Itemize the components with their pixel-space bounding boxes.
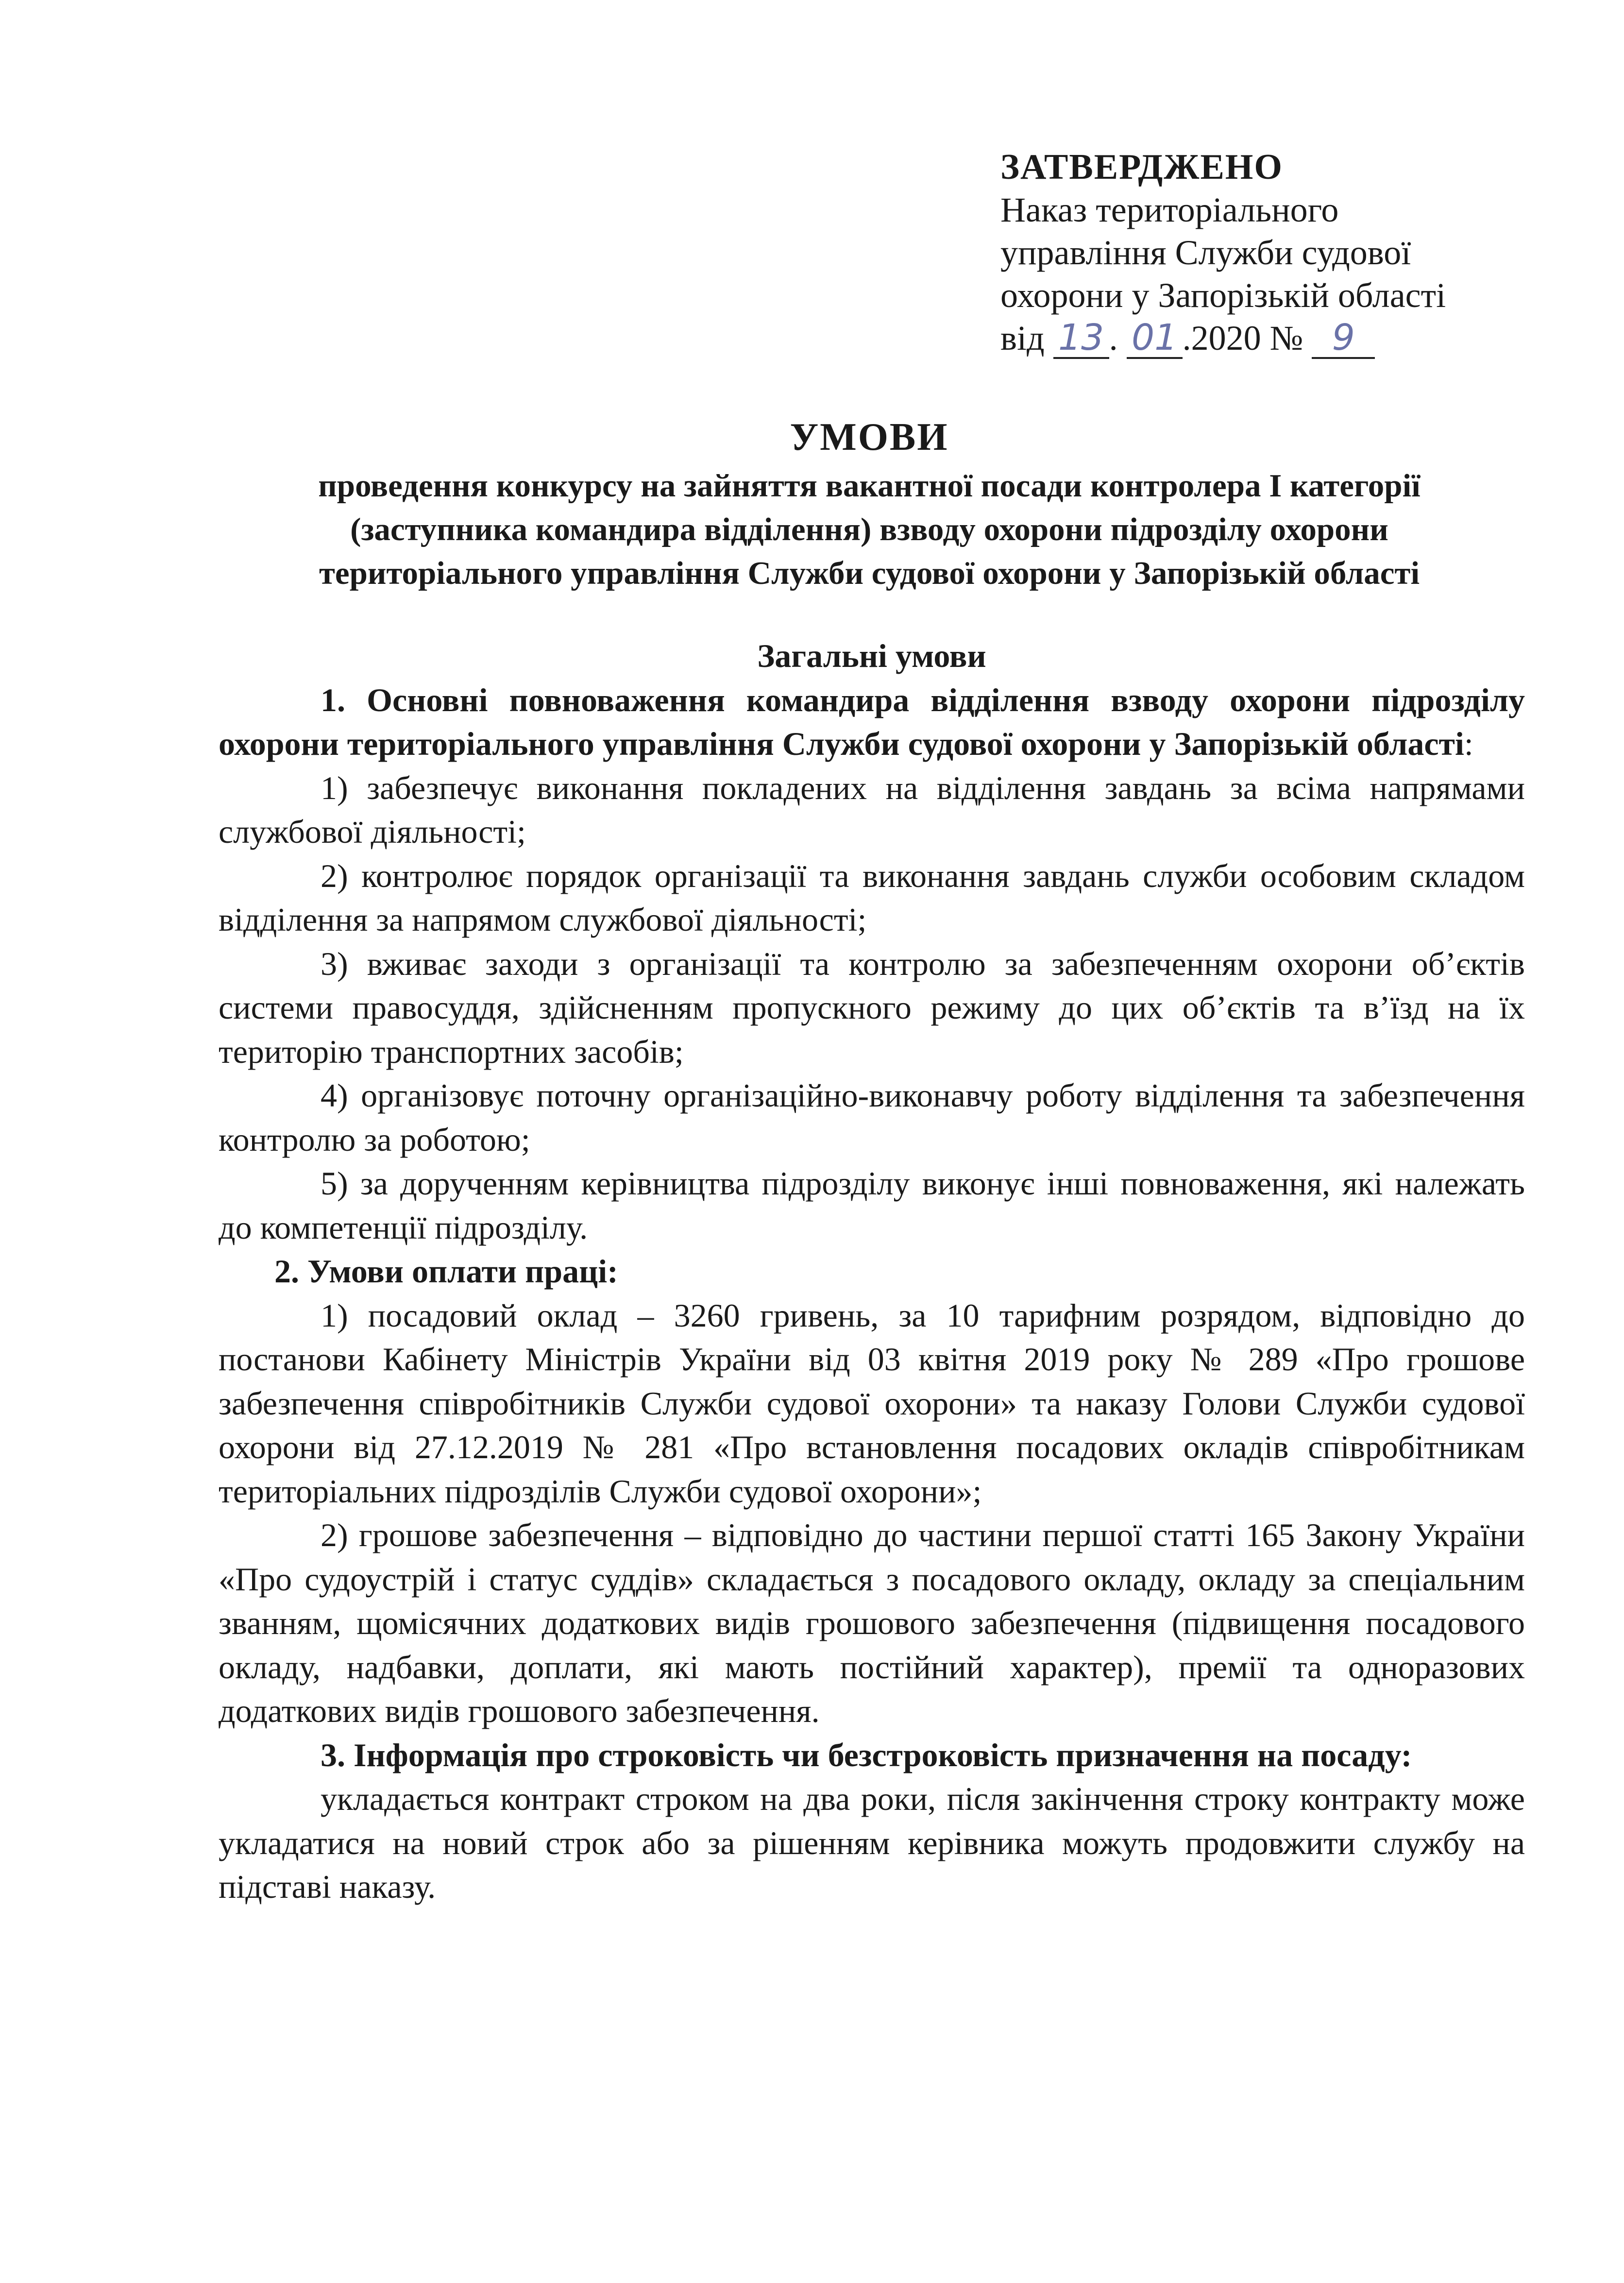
approval-line: управління Служби судової xyxy=(1000,233,1411,272)
section2-item: 1) посадовий оклад – 3260 гривень, за 10 тарифним розрядом, відповідно до постанови Кабінету Міністрів України від 03 квітня 2019 року № 289 «Про грошове забезпечення співробітників Служби судової охорони» та наказу Голови Служби судової охорони від 27.12.2019 № 281 «Про встановлення посадових окладів співробітникам територіальних підрозділів Служби судової охорони»; xyxy=(219,1296,1525,1510)
section2-heading: 2. Умови оплати праці: xyxy=(274,1253,618,1290)
document-title xyxy=(214,410,1525,595)
approval-heading: ЗАТВЕРДЖЕНО xyxy=(1000,147,1283,187)
handwritten-day: 13 xyxy=(1053,318,1109,359)
handwritten-order-number: 9 xyxy=(1312,318,1375,359)
section1-item: 1) забезпечує виконання покладених на відділення завдань за всіма напрямами службової діяльності; xyxy=(219,769,1525,850)
title-subtitle-line: проведення конкурсу на зайняття вакантної посади контролера І категорії xyxy=(318,468,1421,504)
handwritten-month: 01 xyxy=(1127,318,1183,359)
section1-item: 2) контролює порядок організації та виконання завдань служби особовим складом відділення за напрямом службової діяльності; xyxy=(219,857,1525,938)
section1-item: 4) організовує поточну організаційно-виконавчу роботу відділення та забезпечення контролю за роботою; xyxy=(219,1077,1525,1158)
title-subtitle-line: (заступника командира відділення) взводу охорони підрозділу охорони xyxy=(350,511,1388,547)
document-body xyxy=(219,634,1525,1909)
section3-heading: 3. Інформація про строковість чи безстроковість призначення на посаду: xyxy=(321,1736,1412,1773)
section1-item: 5) за дорученням керівництва підрозділу виконує інші повноваження, які належать до компетенції підрозділу. xyxy=(219,1165,1525,1246)
approval-date-line: від 13 . 01 .2020 № 9 xyxy=(1000,317,1573,359)
approval-line: охорони у Запорізькій області xyxy=(1000,276,1446,315)
section3-text: укладається контракт строком на два роки, після закінчення строку контракту може укладатися на новий строк або за рішенням керівника можуть продовжити службу на підставі наказу. xyxy=(219,1780,1525,1905)
date-year-number-label: .2020 № xyxy=(1182,319,1303,358)
approval-stamp-block xyxy=(1000,146,1573,359)
date-prefix: від xyxy=(1000,319,1045,358)
title-main: УМОВИ xyxy=(790,416,949,459)
title-subtitle-line: територіального управління Служби судової охорони у Запорізькій області xyxy=(319,555,1420,591)
section1-heading: 1. Основні повноваження командира відділення взводу охорони підрозділу охорони територіального управління Служби судової охорони у Запорізькій області: xyxy=(219,681,1525,762)
section-heading-general: Загальні умови xyxy=(757,637,986,674)
approval-line: Наказ територіального xyxy=(1000,190,1339,229)
section2-item: 2) грошове забезпечення – відповідно до частини першої статті 165 Закону України «Про судоустрій і статус суддів» складається з посадового окладу, окладу за спеціальним званням, щомісячних додаткових видів грошового забезпечення (підвищення посадового окладу, надбавки, доплати, які мають постійний характер), премії та одноразових додаткових видів грошового забезпечення. xyxy=(219,1516,1525,1729)
section1-item: 3) вживає заходи з організації та контролю за забезпеченням охорони об’єктів системи правосуддя, здійсненням пропускного режиму до цих об’єктів та в’їзд на їх територію транспортних засобів; xyxy=(219,945,1525,1070)
